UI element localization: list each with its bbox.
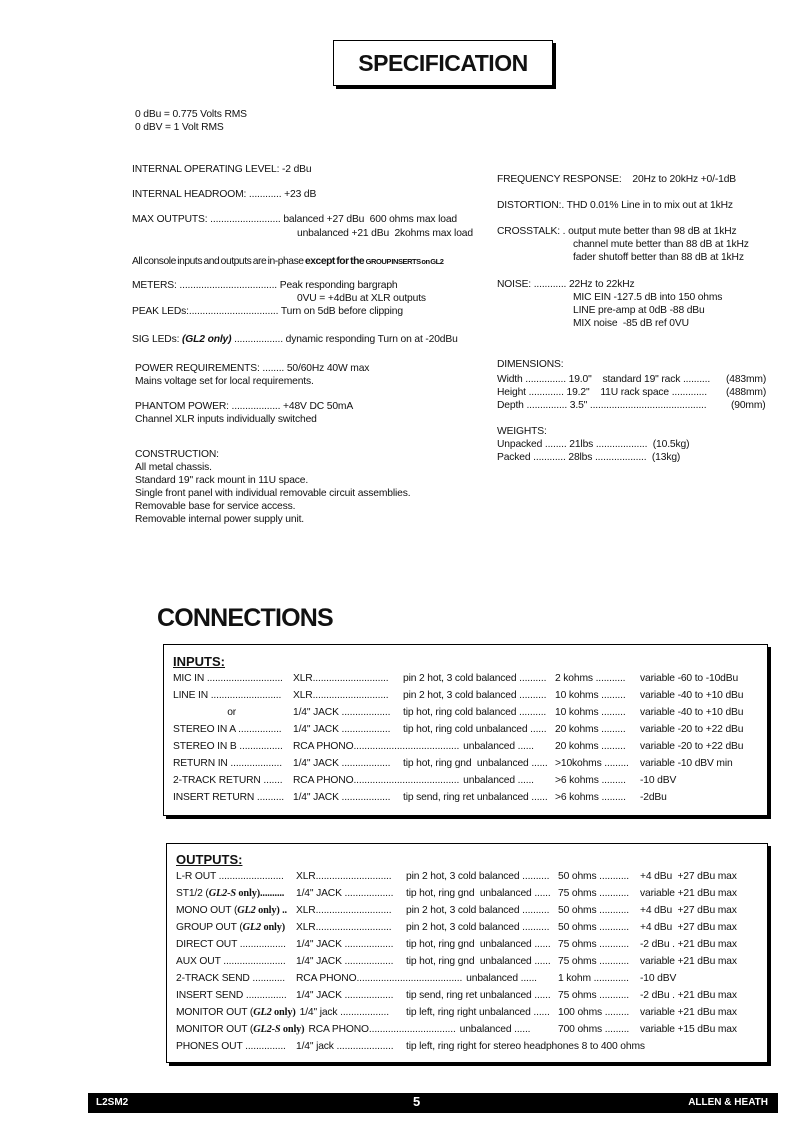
input-wiring: unbalanced ...... (463, 741, 534, 752)
table-row (0, 690, 802, 702)
crosstalk-channel: channel mute better than 88 dB at 1kHz (573, 239, 749, 250)
output-name-part: only) .. (255, 905, 287, 916)
peak-leds: PEAK LEDs:................................. Turn on 5dB before clipping (132, 306, 403, 317)
dbu-note: 0 dBu = 0.775 Volts RMS (135, 109, 247, 120)
table-row (0, 990, 802, 1002)
output-connector: 1/4" JACK .................. (296, 888, 394, 899)
table-row (0, 707, 802, 719)
table-row (0, 973, 802, 985)
output-level: -2 dBu . +21 dBu max (640, 939, 737, 950)
mains-voltage: Mains voltage set for local requirements. (135, 376, 314, 387)
input-impedance: >10kohms ......... (555, 758, 629, 769)
output-connector: RCA PHONO....................................... (296, 973, 463, 984)
table-row (0, 905, 802, 917)
table-row (0, 758, 802, 770)
phase-note-bold: except for the (304, 256, 366, 267)
output-connector: XLR............................ (296, 871, 392, 882)
output-name-part: only) (271, 1007, 296, 1018)
dimension-row (0, 387, 802, 399)
table-row (0, 1007, 802, 1019)
internal-operating-level: INTERNAL OPERATING LEVEL: -2 dBu (132, 164, 312, 175)
input-connector: RCA PHONO....................................... (293, 741, 460, 752)
phase-note (132, 256, 444, 268)
input-name: STEREO IN B ................ (173, 741, 283, 752)
construction-item: Removable internal power supply unit. (135, 514, 305, 525)
output-wiring: unbalanced ...... (459, 1024, 531, 1035)
output-name (176, 939, 286, 951)
input-connector: 1/4" JACK .................. (293, 792, 391, 803)
input-wiring: unbalanced ...... (463, 775, 534, 786)
table-row (0, 792, 802, 804)
dimension-label: Width ............... 19.0" standard 19" rack .......... (497, 374, 711, 385)
output-name (176, 905, 287, 917)
dimension-row (0, 400, 802, 412)
output-connector: 1/4" JACK .................. (296, 939, 394, 950)
output-name (176, 956, 286, 968)
output-name-part: MONO OUT ( (176, 905, 238, 916)
input-name: INSERT RETURN .......... (173, 792, 285, 803)
input-connector: 1/4" JACK .................. (293, 707, 391, 718)
input-wiring: pin 2 hot, 3 cold balanced .......... (403, 690, 547, 701)
output-wiring: pin 2 hot, 3 cold balanced .......... (406, 922, 550, 933)
table-row (0, 1041, 802, 1053)
input-connector: XLR............................ (293, 690, 389, 701)
dimension-label: Depth ............... 3.5" ........................................... (497, 400, 707, 411)
output-impedance: 75 ohms ........... (558, 990, 629, 1001)
frequency-response: FREQUENCY RESPONSE: 20Hz to 20kHz +0/-1dB (497, 174, 736, 185)
output-impedance: 700 ohms ......... (558, 1024, 630, 1035)
output-name-part: MONITOR OUT ( (176, 1007, 254, 1018)
input-level: -2dBu (640, 792, 667, 803)
output-connector: XLR............................ (296, 922, 392, 933)
input-connector: 1/4" JACK .................. (293, 724, 391, 735)
weight-row: Unpacked ........ 21lbs ................... (10.5kg) (497, 439, 690, 450)
output-wiring: pin 2 hot, 3 cold balanced .......... (406, 905, 550, 916)
construction-item: Standard 19" rack mount in 11U space. (135, 475, 309, 486)
phantom-power: PHANTOM POWER: .................. +48V DC 50mA (135, 401, 354, 412)
output-name (176, 1007, 296, 1019)
output-wiring: unbalanced ...... (466, 973, 537, 984)
sig-leds-label: SIG LEDs: (132, 334, 182, 345)
output-connector: 1/4" JACK .................. (296, 956, 394, 967)
output-name-part: GROUP OUT ( (176, 922, 243, 933)
output-level: +4 dBu +27 dBu max (640, 922, 737, 933)
output-wiring: tip hot, ring gnd unbalanced ...... (406, 939, 551, 950)
output-impedance: 100 ohms ......... (558, 1007, 630, 1018)
output-name-part: ST1/2 ( (176, 888, 209, 899)
table-row (0, 888, 802, 900)
output-name (176, 922, 285, 934)
table-row (0, 939, 802, 951)
output-connector: 1/4" jack ..................... (296, 1041, 394, 1052)
output-name (176, 871, 284, 883)
input-level: variable -40 to +10 dBu (640, 707, 744, 718)
output-model-note: GL2 (242, 922, 262, 933)
input-wiring: tip send, ring ret unbalanced ...... (403, 792, 548, 803)
input-wiring: pin 2 hot, 3 cold balanced .......... (403, 673, 547, 684)
noise-mic: MIC EIN -127.5 dB into 150 ohms (573, 292, 723, 303)
output-name-part: only) (280, 1024, 305, 1035)
output-name (176, 1024, 304, 1036)
output-level: variable +21 dBu max (640, 888, 737, 899)
output-connector: 1/4" JACK .................. (296, 990, 394, 1001)
output-level: -10 dBV (640, 973, 677, 984)
noise-line: LINE pre-amp at 0dB -88 dBu (573, 305, 705, 316)
table-row (0, 1024, 802, 1036)
output-name-part: only) (261, 922, 286, 933)
sig-leds-gl2: (GL2 only) (182, 334, 232, 345)
input-impedance: 10 kohms ......... (555, 707, 626, 718)
output-level: variable +21 dBu max (640, 1007, 737, 1018)
input-wiring: tip hot, ring cold balanced .......... (403, 707, 547, 718)
output-name-part: MONITOR OUT ( (176, 1024, 254, 1035)
construction-item: Single front panel with individual removable circuit assemblies. (135, 488, 411, 499)
table-row (0, 775, 802, 787)
input-level: variable -40 to +10 dBu (640, 690, 744, 701)
inputs-heading: INPUTS: (173, 654, 225, 669)
table-row (0, 724, 802, 736)
output-impedance: 50 ohms ........... (558, 871, 629, 882)
output-name-part: L-R OUT ........................ (176, 871, 284, 882)
output-wiring: tip hot, ring gnd unbalanced ...... (406, 888, 551, 899)
output-level: variable +15 dBu max (640, 1024, 737, 1035)
output-connector: XLR............................ (296, 905, 392, 916)
crosstalk: CROSSTALK: . output mute better than 98 dB at 1kHz (497, 226, 737, 237)
output-name (176, 990, 287, 1002)
output-model-note: GL2 (237, 905, 256, 916)
dimension-label: Height ............. 19.2" 11U rack space ............. (497, 387, 707, 398)
construction-item: Removable base for service access. (135, 501, 296, 512)
noise-mix: MIX noise -85 dB ref 0VU (573, 318, 689, 329)
input-connector: RCA PHONO....................................... (293, 775, 460, 786)
output-level: +4 dBu +27 dBu max (640, 905, 737, 916)
construction-heading: CONSTRUCTION: (135, 449, 219, 460)
input-level: variable -10 dBV min (640, 758, 733, 769)
input-wiring: tip hot, ring cold unbalanced ...... (403, 724, 547, 735)
output-wiring: tip send, ring ret unbalanced ...... (406, 990, 551, 1001)
input-impedance: 10 kohms ......... (555, 690, 626, 701)
dimension-mm: (90mm) (731, 400, 766, 411)
construction-item: All metal chassis. (135, 462, 212, 473)
output-level: -2 dBu . +21 dBu max (640, 990, 737, 1001)
output-wiring: tip left, ring right for stereo headphones 8 to 400 ohms (406, 1041, 645, 1052)
input-connector: XLR............................ (293, 673, 389, 684)
output-connector: RCA PHONO................................ (308, 1024, 456, 1035)
meters: METERS: .................................... Peak responding bargraph (132, 280, 398, 291)
phase-note-text: All console inputs and outputs are in-phase (132, 256, 305, 267)
phantom-switched: Channel XLR inputs individually switched (135, 414, 317, 425)
output-impedance: 75 ohms ........... (558, 956, 629, 967)
outputs-heading: OUTPUTS: (176, 852, 243, 867)
input-impedance: >6 kohms ......... (555, 775, 626, 786)
output-impedance: 75 ohms ........... (558, 888, 629, 899)
input-impedance: >6 kohms ......... (555, 792, 626, 803)
max-outputs-unbalanced: unbalanced +21 dBu 2kohms max load (297, 228, 473, 239)
output-name (176, 973, 285, 985)
table-row (0, 741, 802, 753)
noise: NOISE: ............ 22Hz to 22kHz (497, 279, 635, 290)
connections-heading: CONNECTIONS (157, 604, 333, 632)
output-wiring: tip hot, ring gnd unbalanced ...... (406, 956, 551, 967)
input-name: 2-TRACK RETURN ....... (173, 775, 283, 786)
output-impedance: 50 ohms ........... (558, 922, 629, 933)
table-row (0, 922, 802, 934)
dbv-note: 0 dBV = 1 Volt RMS (135, 122, 224, 133)
dimension-mm: (488mm) (726, 387, 767, 398)
input-name: STEREO IN A ................ (173, 724, 282, 735)
phase-note-small: GROUP INSERTS on GL2 (365, 257, 444, 266)
output-model-note: GL2-S (208, 888, 236, 899)
output-name-part: PHONES OUT ............... (176, 1041, 286, 1052)
input-connector: 1/4" JACK .................. (293, 758, 391, 769)
sig-leds-value: .................. dynamic responding Turn on at -20dBu (231, 334, 458, 345)
weight-row: Packed ............ 28lbs ................... (13kg) (497, 452, 681, 463)
input-name: RETURN IN ................... (173, 758, 282, 769)
weights-heading: WEIGHTS: (497, 426, 547, 437)
input-name: or (173, 707, 237, 718)
page-title: SPECIFICATION (333, 40, 553, 86)
output-model-note: GL2 (253, 1007, 272, 1018)
input-name: LINE IN .......................... (173, 690, 282, 701)
output-impedance: 50 ohms ........... (558, 905, 629, 916)
crosstalk-fader: fader shutoff better than 88 dB at 1kHz (573, 252, 744, 263)
dimensions-heading: DIMENSIONS: (497, 359, 564, 370)
output-name (176, 1041, 286, 1053)
meters-0vu: 0VU = +4dBu at XLR outputs (297, 293, 426, 304)
output-name (176, 888, 284, 900)
distortion: DISTORTION:. THD 0.01% Line in to mix out at 1kHz (497, 200, 733, 211)
input-impedance: 20 kohms ......... (555, 724, 626, 735)
dimension-mm: (483mm) (726, 374, 767, 385)
footer-bar (88, 1093, 778, 1113)
input-wiring: tip hot, ring gnd unbalanced ...... (403, 758, 548, 769)
output-name-part: only).......... (236, 888, 285, 899)
output-level: +4 dBu +27 dBu max (640, 871, 737, 882)
sig-leds (132, 334, 458, 346)
output-name-part: AUX OUT ....................... (176, 956, 286, 967)
table-row (0, 871, 802, 883)
input-level: variable -60 to -10dBu (640, 673, 739, 684)
table-row (0, 956, 802, 968)
output-wiring: pin 2 hot, 3 cold balanced .......... (406, 871, 550, 882)
output-impedance: 1 kohm ............. (558, 973, 629, 984)
output-name-part: 2-TRACK SEND ............ (176, 973, 285, 984)
footer-doc-code: L2SM2 (96, 1097, 129, 1108)
input-level: variable -20 to +22 dBu (640, 724, 744, 735)
max-outputs: MAX OUTPUTS: .......................... balanced +27 dBu 600 ohms max load (132, 214, 457, 225)
input-level: -10 dBV (640, 775, 677, 786)
dimension-row (0, 374, 802, 386)
input-name: MIC IN ............................ (173, 673, 283, 684)
output-impedance: 75 ohms ........... (558, 939, 629, 950)
input-level: variable -20 to +22 dBu (640, 741, 744, 752)
page-number: 5 (413, 1094, 421, 1109)
internal-headroom: INTERNAL HEADROOM: ............ +23 dB (132, 189, 317, 200)
output-wiring: tip left, ring right unbalanced ...... (406, 1007, 550, 1018)
output-name-part: DIRECT OUT ................. (176, 939, 286, 950)
output-name-part: INSERT SEND ............... (176, 990, 287, 1001)
output-level: variable +21 dBu max (640, 956, 737, 967)
power-requirements: POWER REQUIREMENTS: ........ 50/60Hz 40W max (135, 363, 370, 374)
input-impedance: 20 kohms ......... (555, 741, 626, 752)
input-impedance: 2 kohms ........... (555, 673, 626, 684)
table-row (0, 673, 802, 685)
output-model-note: GL2-S (253, 1024, 281, 1035)
output-connector: 1/4" jack .................. (299, 1007, 389, 1018)
footer-brand: ALLEN & HEATH (688, 1097, 768, 1108)
